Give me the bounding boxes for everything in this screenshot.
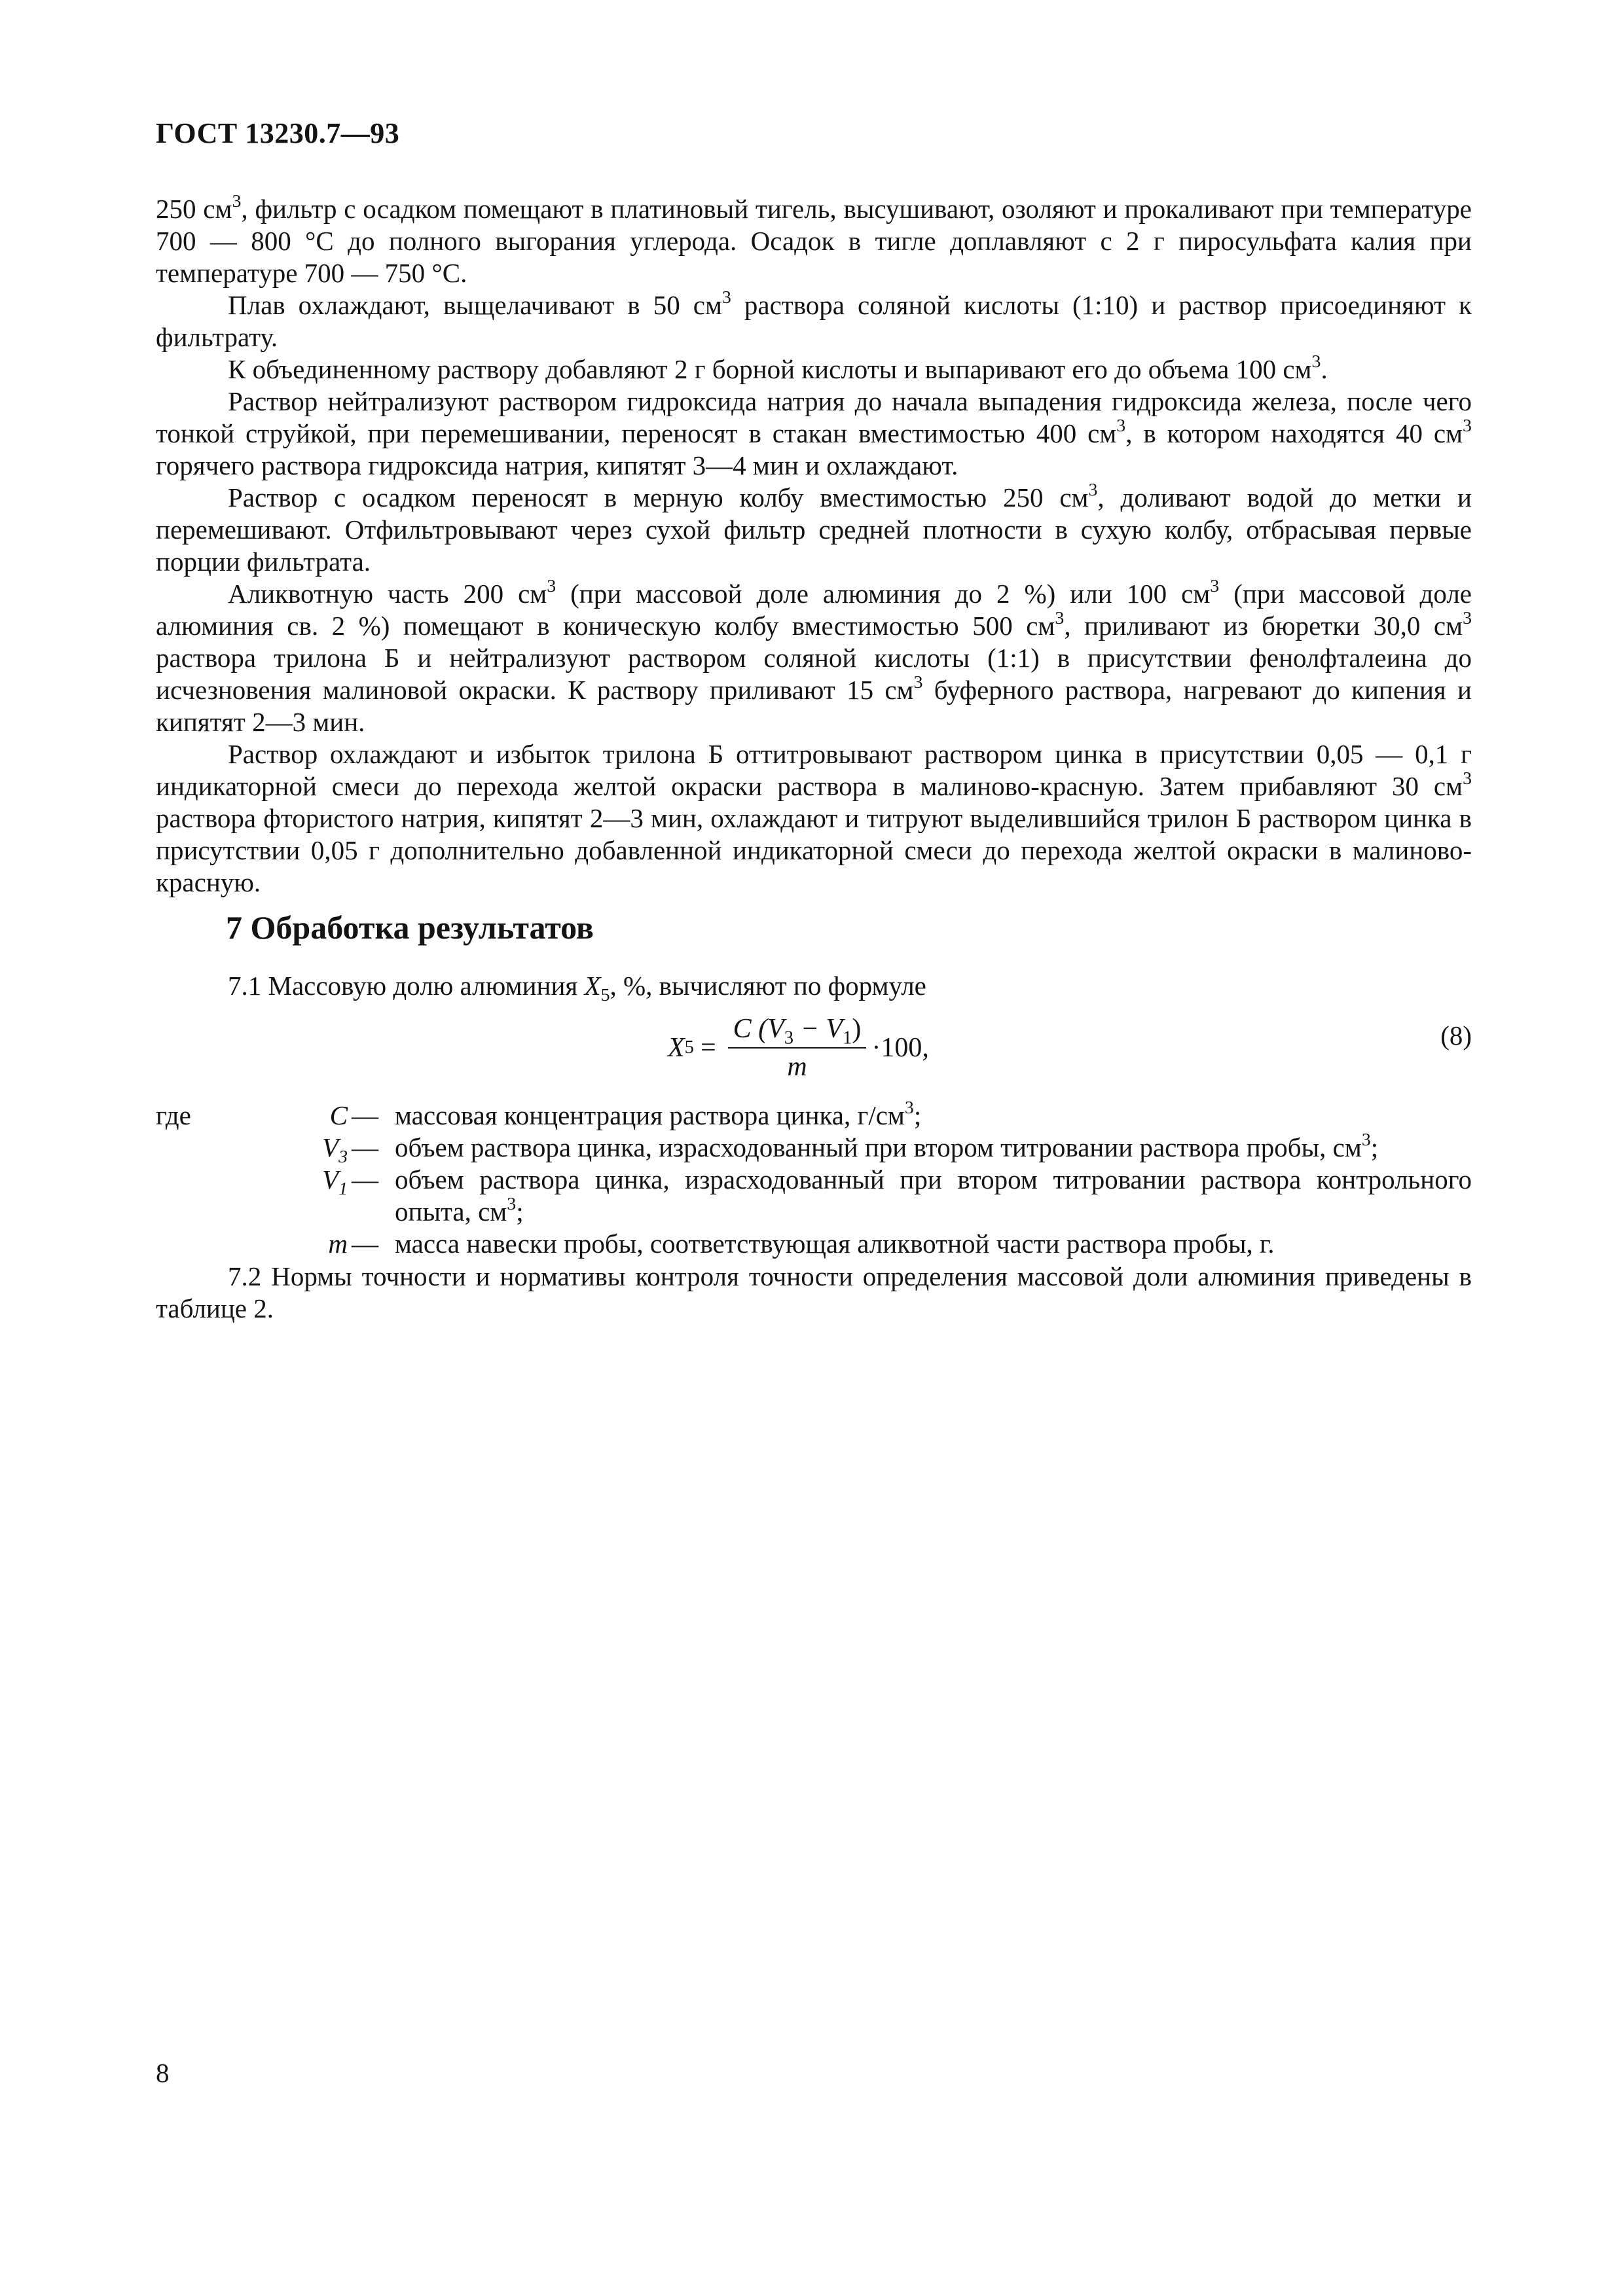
paragraph: Плав охлаждают, выщелачивают в 50 $см^3$ раствора соляной кислоты (1:10) и раствор присоединяют к фильтрату. <box>156 287 1472 352</box>
paragraph: Аликвотную часть 200 $см^3$ (при массовой доле алюминия до 2 %) или 100 $см^3$ (при массовой доле алюминия св. 2 %) помещают в коническую колбу вместимостью 500 $см^3$, приливают из бюретки 30,0 $см^3$ раствора трилона Б и нейтрализуют раствором соляной кислоты (1:1) в присутствии фенолфталеина до исчезновения малиновой окраски. К раствору приливают 15 $см^3$ буферного раствора, нагревают до кипения и кипятят 2—3 мин. <box>156 575 1472 737</box>
paragraph: К объединенному раствору добавляют 2 г борной кислоты и выпаривают его до объема 100 $см^3$. <box>228 351 1328 384</box>
equation-number: (8) <box>1440 1020 1472 1050</box>
formula-numerator: C $(V_3 - V_1)$ <box>728 1013 867 1049</box>
paragraph: Раствор с осадком переносят в мерную колбу вместимостью 250 $см^3$, доливают водой до метки и перемешивают. Отфильтровывают через сухой фильтр средней плотности в сухую колбу, отбрасывая первые порции фильтрата. <box>156 479 1472 577</box>
paragraph: 250 $см^3$, фильтр с осадком помещают в платиновый тигель, высушивают, озоляют и прокаливают при температуре 700 — 800 °С до полного выгорания углерода. Осадок в тигле доплавляют с 2 г пиросульфата калия при температуре 700 — 750 °С. <box>156 190 1472 288</box>
variable-row: $V_1$ — объем раствора цинка, израсходованный при втором титровании раствора контрольного опыта, $см^3$; <box>322 1164 1472 1227</box>
formula-denominator: m <box>787 1052 807 1082</box>
clause-7-2: 7.2 Нормы точности и нормативы контроля точности определения массовой доли алюминия приведены в таблице 2. <box>156 1261 1472 1323</box>
section-heading: 7 Обработка результатов <box>226 909 594 946</box>
variable-row: где C — массовая концентрация раствора цинка, $г/см^3$; <box>156 1097 922 1130</box>
formula-fraction <box>728 1013 867 1083</box>
variable-row: $V_3$ — объем раствора цинка, израсходованный при втором титровании раствора пробы, $см^3$; <box>322 1129 1379 1168</box>
document-header: ГОСТ 13230.7—93 <box>156 117 400 149</box>
procedure-text <box>156 190 1472 899</box>
formula: X 5 = $\frac{C (V_3 - V_1)}{m}$ ·100, <box>668 1014 929 1082</box>
page-number: 8 <box>156 2058 170 2088</box>
clause-7-1: 7.1 Массовую долю алюминия $X_5$, %, вычисляют по формуле <box>228 971 926 1006</box>
paragraph: Раствор нейтрализуют раствором гидроксида натрия до начала выпадения гидроксида железа, после чего тонкой струйкой, при перемешивании, переносят в стакан вместимостью 400 $см^3$, в котором находятся 40 $см^3$ горячего раствора гидроксида натрия, кипятят 3—4 мин и охлаждают. <box>156 386 1472 480</box>
paragraph: Раствор охлаждают и избыток трилона Б оттитровывают раствором цинка в присутствии 0,05 — 0,1 г индикаторной смеси до перехода желтой окраски раствора в малиново-красную. Затем прибавляют 30 $см^3$ раствора фтористого натрия, кипятят 2—3 мин, охлаждают и титруют выделившийся трилон Б раствором цинка в присутствии 0,05 г дополнительно добавленной индикаторной смеси до перехода желтой окраски в малиново-красную. <box>156 739 1472 897</box>
variable-definitions <box>156 1097 1472 1260</box>
variable-row: m — масса навески пробы, соответствующая аликвотной части раствора пробы, г. <box>328 1229 1275 1259</box>
